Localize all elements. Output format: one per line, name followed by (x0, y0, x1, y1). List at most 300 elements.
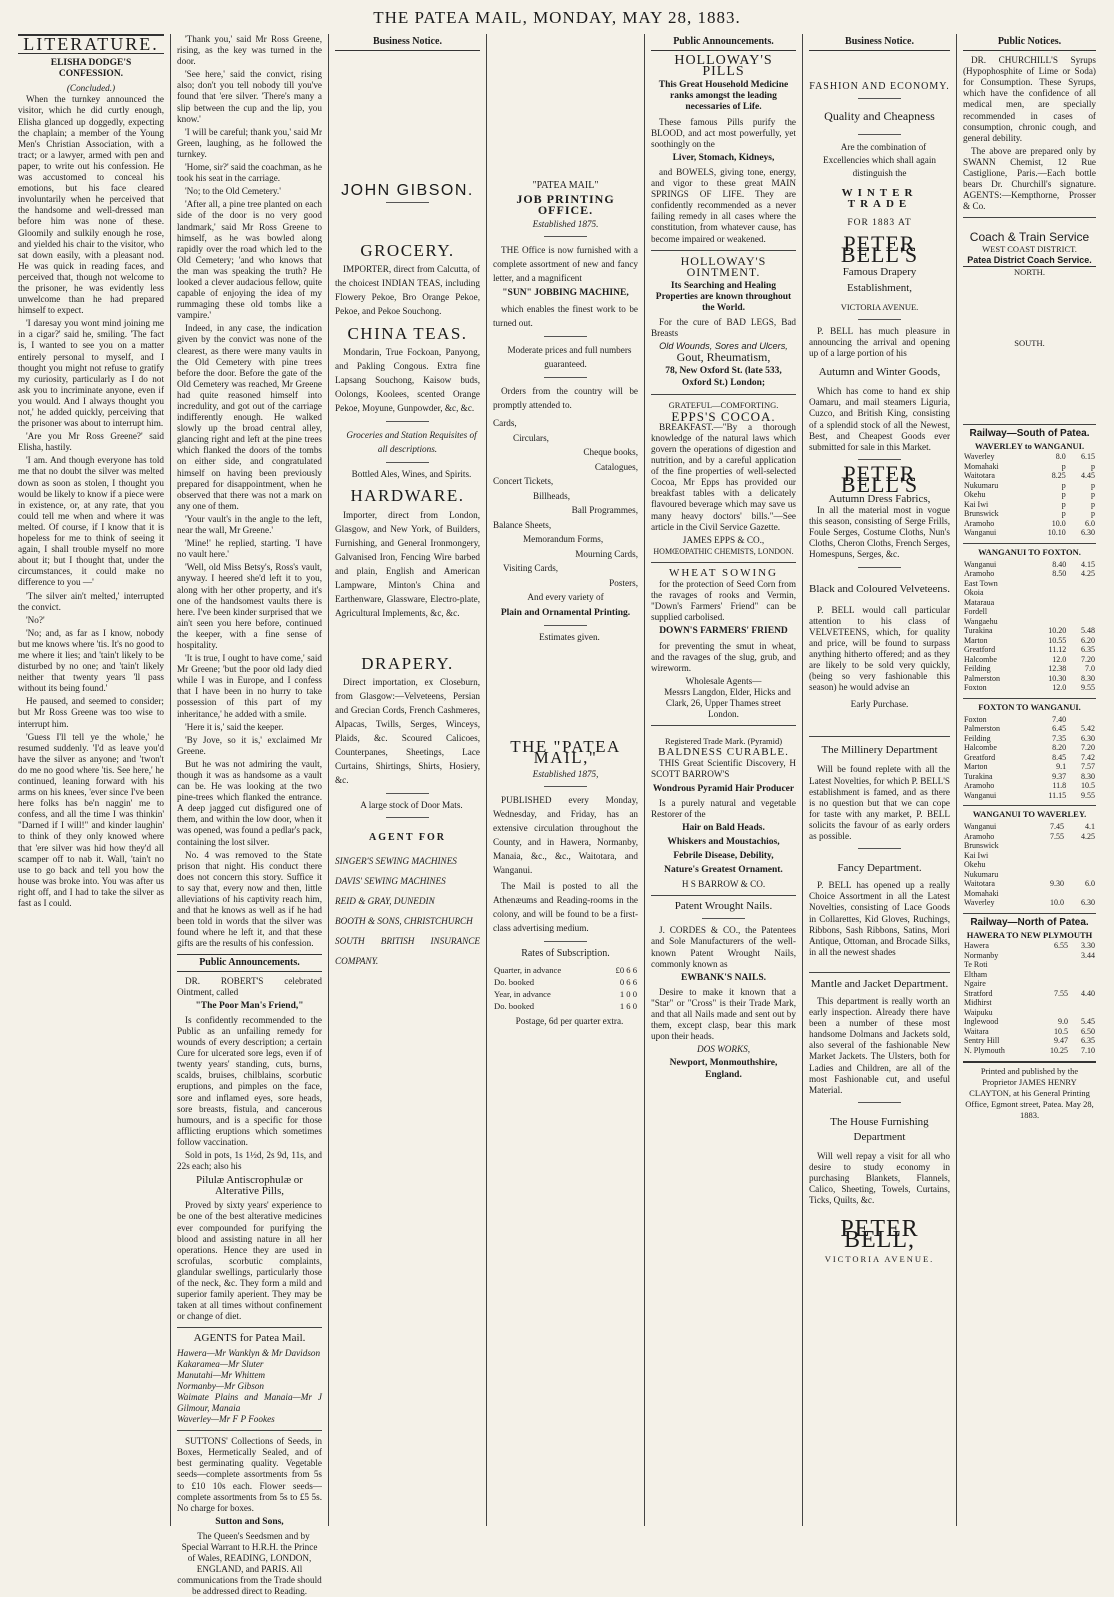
time-am (1035, 1008, 1069, 1018)
fancy-body: P. BELL has opened up a really Choice Assortment in all the Latest Novelties, consisting of Lace Goods in Collarettes, Kid Gloves, Ruchings, Ribbons, Sash Ribbons, Satins, Mori Antique, Ottoman, and Brocade Silks, in all the newest shades (809, 880, 950, 957)
churchill: DR. CHURCHILL'S Syrups (Hypophosphite of Lime or Soda) for Consumption. These Syrups, which have the confidence of all medical men, are specially recommended in cases of consumption, chronic cough, and general debility. (963, 55, 1096, 143)
time-am: 11.12 (1048, 645, 1067, 655)
print-item: Cards, (493, 418, 517, 429)
paper-body: PUBLISHED every Monday, Wednesday, and Friday, has an extensive circulation throughout the County, and in Hawera, Normanby, Manaia, &c., &c., Waitotara, and Wanganui. (493, 795, 638, 876)
time-am: 12.0 (1052, 654, 1067, 664)
station: Mataraua (964, 597, 995, 607)
timetable-row (963, 519, 1096, 529)
time-am (1031, 579, 1067, 589)
time-pm (1067, 588, 1096, 598)
cordes: J. CORDES & CO., the Patentees and Sole Manufacturers of the well-known Patent Wrought Nails, commonly known as (651, 925, 796, 969)
timetable-row (963, 1008, 1096, 1018)
divider (651, 895, 796, 896)
printing-estimates: Estimates given. (539, 632, 600, 643)
time-pm: 4.40 (1081, 988, 1095, 998)
divider (544, 336, 588, 337)
quality: Quality and Cheapness (824, 109, 935, 124)
time-pm: 7.10 (1081, 1045, 1095, 1055)
divider (858, 1102, 900, 1103)
time-am: 10.10 (1047, 528, 1066, 538)
timetable-row (963, 598, 1096, 608)
famous-drapery: Famous Drapery Establishment, (842, 265, 917, 294)
station: Wanganui (964, 559, 997, 569)
rate-row (493, 988, 638, 1000)
time-pm: 3.44 (1081, 950, 1095, 960)
station: Halcombe (964, 654, 997, 664)
agent-line: Normanby—Mr Gibson (177, 1380, 265, 1391)
column-public-notices (956, 34, 1102, 1526)
divider (858, 567, 900, 568)
station: Wanganui (964, 528, 997, 538)
time-am: 9.1 (1056, 762, 1067, 772)
trademark: Registered Trade Mark. (Pyramid) (664, 736, 783, 747)
holloway-ointment: HOLLOWAY'S OINTMENT. (680, 253, 767, 279)
time-am: 10.55 (1048, 635, 1067, 645)
time-pm (1067, 607, 1096, 617)
time-am (1031, 607, 1067, 617)
rate-row (493, 976, 638, 988)
rate-price: 1 6 0 (619, 1000, 637, 1011)
time-pm: p (1091, 509, 1095, 519)
wanganui-foxton: WANGANUI TO FOXTON. (963, 543, 1096, 558)
agency-line: SOUTH BRITISH INSURANCE COMPANY. (335, 935, 480, 966)
station: Fordell (964, 607, 988, 617)
timetable-row (963, 998, 1096, 1008)
time-pm: 6.50 (1081, 1026, 1095, 1036)
winter-trade: WINTER TRADE (841, 187, 918, 211)
timetable-row (963, 791, 1096, 801)
story-paragraph: 'I will be careful; thank you,' said Mr Green, laughing, as he followed the turnkey. (177, 126, 322, 159)
timetable-row (963, 851, 1096, 861)
station: Brunswick (964, 841, 999, 851)
column-peter-bell (802, 34, 956, 1526)
divider (386, 817, 430, 818)
time-pm: 6.0 (1085, 518, 1095, 528)
time-am: 8.45 (1052, 752, 1067, 762)
millinery-body: Will be found replete with all the Latest Novelties, for which P. BELL'S establishment is famed, and as there is no question but that we can cope for taste with any market, P. BELL solicits the favour of as early orders as possible. (809, 764, 950, 842)
story-paragraph: 'I am. And though everyone has told me that no doubt the silver was melted down as soon as stolen, I thought you would be likely to know if a piece were in existence, or, at any rate, that you could tell me when and where it was melted. Of course, if I know that it is hopeless for me to think of seeing it again, I shall trouble myself no more about it; but I thought that, under the circumstances, it could make no difference to you —' (18, 455, 164, 588)
station: Te Roti (964, 960, 988, 970)
divider (651, 250, 796, 251)
agency-line: BOOTH & SONS, CHRISTCHURCH (335, 915, 473, 926)
time-am (1034, 841, 1065, 851)
divider (651, 394, 796, 395)
section-header-literature: LITERATURE. (18, 34, 164, 54)
divider (858, 848, 900, 849)
timetable-row (963, 941, 1096, 951)
timetable-row (963, 753, 1096, 763)
house-body: Will well repay a visit for all who desire to study economy in purchasing Blankets, Flannels, Calico, Sheeting, Towels, Curtains, Ticks, Quilts, &c. (809, 1150, 950, 1206)
heading-china-teas: CHINA TEAS. (347, 324, 468, 344)
timetable-row (963, 636, 1096, 646)
agency-line: DAVIS' SEWING MACHINES (335, 875, 446, 886)
bell-body: P. BELL has much pleasure in announcing the arrival and opening up of a large portion of his (809, 325, 950, 359)
story-paragraph: 'Well, old Miss Betsy's, Ross's vault, anyway. I heered she'd left it to you, along with her other property, and it's one of the handsomest vaults there is here. I've been kinder surprised that we ain't seen you here before, continued the keeper, with a fine sense of hospitality. (177, 562, 322, 650)
timetable-row (963, 500, 1096, 510)
station: Brunswick (964, 509, 999, 519)
station: Stratford (964, 988, 993, 998)
timetable-row (963, 781, 1096, 791)
timetable-row (963, 588, 1096, 598)
time-am: 11.8 (1052, 781, 1067, 791)
timetable-row (963, 822, 1096, 832)
time-am (1035, 960, 1069, 970)
story-paragraph: 'By Jove, so it is,' exclaimed Mr Greene. (177, 734, 322, 756)
peter-bell-2: PETER BELL'S (840, 460, 919, 497)
station: Okoia (964, 588, 984, 598)
print-item: Posters, (609, 577, 638, 588)
dos-works: DOS WORKS, (696, 1044, 751, 1055)
station: Feilding (964, 733, 991, 743)
station: Halcombe (964, 743, 997, 753)
heading-hardware: HARDWARE. (350, 486, 465, 506)
time-pm: 4.15 (1081, 559, 1095, 569)
drapery-body: Direct importation, ex Closeburn, from Glasgow:—Velveteens, Persian and Grecian Cords, French Cashmeres, Alpacas, Twills, Serges, Winceys, Plaids, &c. Scoured Calicoes, Counterpanes, Sheetings, Lace Curtains, Shirtings, Shirts, Hosiery, &c. (335, 676, 480, 785)
ad-ointment-title: "The Poor Man's Friend," (195, 1000, 304, 1011)
section-header-notices: Public Notices. (963, 34, 1096, 51)
pills-body: These famous Pills purify the BLOOD, and act most powerfully, yet soothingly on the (651, 116, 796, 149)
station: Aramoho (964, 781, 995, 791)
rail-south: Railway—South of Patea. (963, 424, 1096, 439)
station: Foxton (964, 683, 987, 693)
patent-nails: Patent Wrought Nails. (674, 900, 773, 913)
holloway-address: 78, New Oxford St. (late 533, Oxford St.) London; (665, 366, 782, 388)
time-pm (1067, 715, 1096, 725)
time-pm: p (1091, 480, 1095, 490)
churchill-2: The above are prepared only by SWANN Chemist, 12 Rue Castiglione, Paris.—Each bottle bears Dr. Churchill's signature. AGENTS:—Kempthorne, Prosser & Co. (963, 145, 1096, 212)
time-am: 8.0 (1055, 452, 1066, 462)
story-paragraph: Indeed, in any case, the indication given by the convict was none of the clearest, as there were many vaults in the Old Cemetery with pine trees before the door. Before the gate of the Old Cemetery was reached, Mr Greene had quite reasoned himself into incredulity, and got out of the carriage indifferently enough. He walked slowly up the broad central alley, glancing right and left at the pine trees which flanked the doors of the tombs on either side, and congratulated himself on having been previously prepared for disappointment, when he observed that there was not a mark on any one of them. (177, 323, 322, 511)
time-pm: 7.0 (1085, 664, 1095, 674)
section-header-business: Business Notice. (335, 34, 480, 51)
time-pm: 10.5 (1081, 781, 1095, 791)
bald-nature: Nature's Greatest Ornament. (664, 865, 783, 876)
story-paragraph: 'It is true, I ought to have come,' said Mr Greene; 'but the poor old lady died while I was in Europe, and I confess that I have been in no hurry to take possession of this part of my inheritance,' he added with a smile. (177, 653, 322, 719)
station: Okehu (964, 490, 986, 500)
foxton-wanganui: FOXTON TO WANGANUI. (963, 698, 1096, 713)
divider (544, 625, 588, 626)
timetable-row (963, 970, 1096, 980)
wheat-body: for the protection of Seed Corn from the ravages of rooks and Vermin, "Down's Farmers' Friend" can be supplied carbolised. (651, 579, 796, 623)
rail-north: Railway—North of Patea. (963, 913, 1096, 928)
time-pm (1067, 598, 1096, 608)
velveteens-body: P. BELL would call particular attention to his class of VELVETEENS, which, for quality and price, will be found to surpass anything hitherto offered; and as they are likely to be sold very quickly, (being so very fashionable this season) he would advise an (809, 604, 950, 693)
rate-price: 0 6 6 (619, 976, 637, 987)
time-pm: 9.55 (1081, 683, 1095, 693)
ointment-wounds: Old Wounds, Sores and Ulcers, (659, 341, 788, 352)
station: Waitotara (964, 879, 995, 889)
bald-hair: Hair on Bald Heads. (682, 822, 765, 833)
station: Waverley (964, 452, 995, 462)
timetable-foxton-wanganui (963, 715, 1096, 801)
timetable-row (963, 772, 1096, 782)
time-am: 8.40 (1052, 559, 1067, 569)
station: Kai Iwi (964, 850, 989, 860)
time-am (1031, 598, 1067, 608)
station: Inglewood (964, 1017, 999, 1027)
time-pm (1065, 870, 1096, 880)
west-coast: WEST COAST DISTRICT. (982, 243, 1077, 254)
baldness: BALDNESS CURABLE. (658, 746, 789, 759)
rate-period: Year, in advance (494, 988, 551, 999)
divider (651, 725, 796, 726)
rate-row (493, 1000, 638, 1012)
gout: Gout, Rheumatism, (676, 350, 771, 365)
divider (177, 1327, 322, 1328)
time-am: 8.20 (1052, 743, 1067, 753)
timetable-hawera-new-plymouth (963, 941, 1096, 1055)
printing-quote: "PATEA MAIL" (532, 180, 599, 191)
printing-plain: Plain and Ornamental Printing. (500, 607, 631, 618)
wholesale: Wholesale Agents— (685, 675, 762, 686)
time-pm (1065, 851, 1096, 861)
time-pm: 6.30 (1081, 528, 1095, 538)
time-pm: 8.30 (1081, 771, 1095, 781)
print-item: Ball Programmes, (571, 505, 638, 516)
heading-grocery: GROCERY. (360, 241, 455, 261)
timetable-wanganui-waverley (963, 822, 1096, 908)
station: N. Plymouth (964, 1045, 1005, 1055)
agent-line: Kakaramea—Mr Sluter (177, 1358, 264, 1369)
bald-whiskers: Whiskers and Moustachios, (667, 836, 780, 847)
autumn-body: Which has come to hand ex ship Oamaru, and mail steamers Liguria, Cuzco, and British King, consisting of a splendid stock of all the Newest, Best, and Cheapest Goods ever submitted for sale in this Market. (809, 386, 950, 452)
divider (858, 134, 900, 135)
divider (651, 562, 796, 563)
waverley-wanganui: WAVERLEY to WANGANUI. (974, 440, 1085, 451)
peter-bell-3: PETER BELL, (840, 1216, 919, 1254)
timetable-row (963, 734, 1096, 744)
print-item: Mourning Cards, (575, 548, 638, 559)
time-am (1034, 889, 1065, 899)
station: East Town (964, 578, 998, 588)
station: Kai Iwi (964, 499, 989, 509)
time-am (1034, 870, 1065, 880)
printing-title: JOB PRINTING OFFICE. (516, 192, 615, 218)
divider (858, 98, 900, 99)
story-paragraph: 'No; and, as far as I know, nobody but me knows where 'tis. It's no good to me where it lies; and 'tain't likely to be disturbed by no one; and 'tain't likely neither that twenty years 'll pass without its being found.' (18, 627, 164, 694)
station: Aramoho (964, 518, 995, 528)
dress-fabrics: Autumn Dress Fabrics, (828, 492, 931, 505)
time-pm (1069, 960, 1096, 970)
ad-ointment-lead: DR. ROBERT'S celebrated Ointment, called (177, 975, 322, 997)
story-paragraph: But he was not admiring the vault, though it was as handsome as a vault can be. He was looking at the two pine-trees which flanked the entrance. A deep jagged cut disfigured one of them, and within the low door, when it was opened, was found a pedlar's pack, containing the lost silver. (177, 758, 322, 847)
bald-febrile: Febrile Disease, Debility, (673, 851, 774, 861)
time-am: p (1061, 461, 1066, 471)
timetable-row (963, 879, 1096, 889)
timetable-row (963, 715, 1096, 725)
story-paragraph: 'Mine!' he replied, starting. 'I have no vault here.' (177, 538, 322, 560)
divider (386, 421, 430, 422)
timetable-row (963, 1017, 1096, 1027)
year: FOR 1883 AT (847, 218, 912, 229)
timetable-row (963, 870, 1096, 880)
time-pm: p (1091, 499, 1095, 509)
epps-firm-2: HOMŒOPATHIC CHEMISTS, LONDON. (653, 546, 794, 556)
story-paragraph: 'Home, sir?' said the coachman, as he took his seat in the carriage. (177, 162, 322, 184)
time-pm (1069, 998, 1096, 1008)
time-am: 9.37 (1052, 771, 1067, 781)
time-pm: 5.48 (1081, 626, 1095, 636)
liver-body: and BOWELS, giving tone, energy, and vigor to these great MAIN SPRINGS OF LIFE. They are confidently recommended as a never failing remedy in all cases where the constitution, from whatever cause, has become impaired or weakened. (651, 166, 796, 244)
time-am: 6.55 (1054, 941, 1069, 951)
divider (177, 1430, 322, 1431)
time-am: 9.30 (1050, 879, 1064, 889)
timetable-row (963, 471, 1096, 481)
heading-drapery: DRAPERY. (361, 653, 454, 673)
agent-line: Hawera—Mr Wanklyn & Mr Davidson (177, 1347, 321, 1358)
station: Greatford (964, 645, 996, 655)
time-am: 7.45 (1050, 822, 1064, 832)
station: Waipuku (964, 1007, 993, 1017)
divider (544, 236, 588, 237)
timetable-row (963, 724, 1096, 734)
station: Palmerston (964, 724, 1000, 734)
print-item: Concert Tickets, (493, 476, 554, 487)
time-pm: 4.45 (1081, 471, 1095, 481)
house-furnishing: The House Furnishing Department (830, 1115, 929, 1143)
timetable-row (963, 509, 1096, 519)
bottled-line: Bottled Ales, Wines, and Spirits. (351, 469, 472, 480)
column-public-announcements (644, 34, 802, 1526)
station: Aramoho (964, 569, 995, 579)
time-pm (1069, 970, 1096, 980)
station: Palmerston (964, 673, 1000, 683)
time-pm (1065, 841, 1096, 851)
timetable-row (963, 664, 1096, 674)
newport: Newport, Monmouthshire, England. (669, 1058, 778, 1080)
rates-postage: Postage, 6d per quarter extra. (515, 1015, 624, 1026)
agent-line: Waverley—Mr F P Fookes (177, 1414, 275, 1425)
north: NORTH. (1014, 266, 1045, 277)
divider (963, 217, 1096, 218)
ewbank: EWBANK'S NAILS. (681, 972, 766, 983)
bald-body: THIS Great Scientific Discovery, H SCOTT BARROW'S (651, 758, 796, 780)
section-header-business-2: Business Notice. (809, 34, 950, 51)
china-body: Mondarin, True Fockoan, Panyong, and Pakling Congous. Extra fine Lapsang Souchong, Kaisow buds, Oolongs, Koolees, scented Orange Pekoe, Moyune, Gunpowder, &c, &c. (335, 347, 480, 414)
section-header-public-2: Public Announcements. (651, 34, 796, 51)
timetable-row (963, 889, 1096, 899)
mantle-body: This department is really worth an early inspection. Already there have been a number of these most handsome Dolmans and Jackets sold, also several of the fashionable New Market Jackets. The Ulsters, both for Ladies and Children, are all of the most Fashionable cut, and useful Material. (809, 995, 950, 1095)
station: Normanby (964, 950, 999, 960)
masthead: THE PATEA MAIL, MONDAY, MAY 28, 1883. (373, 8, 741, 27)
story-paragraph: 'After all, a pine tree planted on each side of the door is no very good landmark,' said Mr Ross Greene to himself, as he was bowled along rapidly over the road which led to the Old Cemetery; 'and who knows that the man was speaking the truth? He looked a clever audacious fellow, quite capable of enjoying the idea of my rummaging these old tombs like a vampire.' (177, 199, 322, 321)
story-paragraph: 'Guess I'll tell ye the whole,' he resumed suddenly. 'I'd as leave you'd have the silver as anyone; and 'twon't do me no good where 'tis. See here,' he continued, leaning forward with his arms on his knees, 'ever since I've been here folks has be'n naggin' me to confess, and all the time I was thinkin' "Darned if I will!" and kinder laughin' to think of they only knowed where that 'ere silver was hid how they'd all scamper off to nab it. Wall, 'tain't no use to go back and tell you how the house was broke into. You was after us right off, and I had to take the silver as fast as I could. (18, 731, 164, 909)
agents-title: AGENTS for Patea Mail. (193, 1332, 306, 1345)
print-item: Billheads, (533, 490, 571, 501)
agency-line: SINGER'S SEWING MACHINES (335, 855, 457, 866)
divider (858, 459, 900, 460)
pills-sub: This Great Household Medicine ranks amongst the leading necessaries of Life. (658, 80, 789, 113)
ad-seeds-body: SUTTONS' Collections of Seeds, in Boxes, Hermetically Sealed, and of best germinating quality. Vegetable seeds—complete assortments from 5s to £10 10s each. Flower seeds—complete assortments from 5s to £5 5s. No charge for boxes. (177, 1436, 322, 1513)
rate-period: Do. booked (494, 1000, 535, 1011)
story-paragraph: 'Are you Mr Ross Greene?' said Elisha, hastily. (18, 431, 164, 453)
time-pm: 4.25 (1081, 831, 1095, 841)
divider (386, 462, 430, 463)
printing-items (493, 416, 638, 605)
combination: Are the combination of Excellencies which shall again distinguish the (822, 142, 936, 179)
timetable-row (963, 841, 1096, 851)
print-item: Circulars, (513, 432, 549, 443)
ad-ointment-price: Sold in pots, 1s 1½d, 2s 9d, 11s, and 22s each; also his (177, 1150, 322, 1172)
timetable-row (963, 1036, 1096, 1046)
paper-title: THE "PATEA MAIL," (510, 737, 621, 768)
timetable-row (963, 607, 1096, 617)
print-item: Catalogues, (594, 461, 638, 472)
divider (544, 377, 588, 378)
station: Ngaire (964, 979, 986, 989)
timetable-row (963, 674, 1096, 684)
coach-train: Coach & Train Service (969, 230, 1090, 245)
autumn-winter: Autumn and Winter Goods, (818, 366, 941, 379)
printing-intro: THE Office is now furnished with a complete assortment of new and fancy letter, and a magnificent (493, 245, 638, 284)
station: Aramoho (964, 831, 995, 841)
story-paragraph: No. 4 was removed to the State prison that night. His conduct there does not concern this story. Suffice it to say that, every now and then, little alleviations of his captivity reach him, and that he knows as well as if he had been told in words that the silver was found where he left it, and that these gifts are the results of his confession. (177, 849, 322, 949)
station: Foxton (964, 714, 987, 724)
printing-machine: "SUN" JOBBING MACHINE, (502, 288, 629, 299)
time-am: 11.15 (1048, 790, 1067, 800)
print-item: Visiting Cards, (503, 563, 559, 574)
timetable-row (963, 951, 1096, 961)
timetable-row (963, 1027, 1096, 1037)
time-pm: 6.30 (1081, 898, 1095, 908)
time-pm: 6.35 (1081, 645, 1095, 655)
agent-line: Manutahi—Mr Whittem (177, 1369, 266, 1380)
timetable-row (963, 452, 1096, 462)
divider (702, 918, 746, 919)
divider (386, 793, 430, 794)
time-pm: 5.42 (1081, 724, 1095, 734)
story-paragraph: 'See here,' said the convict, rising also; don't you tell nobody till you've found that 'ere silver. 'There's many a slip between the cup and the lip, you know.' (177, 69, 322, 124)
station: Eltham (964, 969, 988, 979)
print-item: And every variety of (527, 592, 604, 603)
station: Wanganui (964, 790, 997, 800)
station: Hawera (964, 941, 989, 951)
time-pm: 4.25 (1081, 569, 1095, 579)
divider (809, 736, 950, 737)
ad-pills-body: Proved by sixty years' experience to be one of the best alterative medicines ever compounded for purifying the blood and assisting nature in all her operations. Hence they are used in scrofulas, scorbutic complaints, glandular swellings, particularly those of the neck, &c. They form a mild and superior family aperient. They may be taken at all times without confinement or change of diet. (177, 1200, 322, 1322)
ad-pills-title: Pilulæ Antiscrophulæ or Alterative Pills, (196, 1174, 303, 1198)
time-am: 10.20 (1048, 626, 1067, 636)
millinery: The Millinery Department (821, 744, 938, 757)
victoria-avenue-2: VICTORIA AVENUE. (824, 1254, 935, 1265)
time-am (1035, 998, 1069, 1008)
story-paragraph: 'Thank you,' said Mr Ross Greene, rising, as the key was turned in the door. (177, 34, 322, 67)
timetable-row (963, 1046, 1096, 1056)
rate-price: £0 6 6 (615, 964, 637, 975)
victoria-avenue: VICTORIA AVENUE. (840, 301, 919, 312)
time-am: 10.5 (1054, 1026, 1069, 1036)
epps-body: BREAKFAST.—"By a thorough knowledge of the natural laws which govern the operations of digestion and nutrition, and by a careful application of the fine properties of well-selected Cocoa, Mr Epps has provided our breakfast tables with a delicately flavoured beverage which may save us many heavy doctors' bills."—See article in the Civil Service Gazette. (651, 421, 796, 532)
timetable-waverley-wanganui (963, 452, 1096, 538)
time-am: 10.0 (1051, 518, 1066, 528)
epps-cocoa: EPPS'S COCOA. (671, 408, 776, 424)
time-am (1031, 588, 1067, 598)
story-paragraph: 'Here it is,' said the keeper. (185, 721, 284, 732)
printing-prices: Moderate prices and full numbers guaranteed. (507, 345, 632, 370)
time-am: 7.55 (1054, 988, 1069, 998)
timetable-row (963, 960, 1096, 970)
timetable-row (963, 579, 1096, 589)
groceries-line: Groceries and Station Requisites of all descriptions. (346, 430, 477, 455)
hawera-new-plymouth: HAWERA TO NEW PLYMOUTH (966, 929, 1093, 940)
velveteens: Black and Coloured Velveteens. (809, 582, 950, 595)
ad-seeds-firm: Sutton and Sons, (215, 1516, 284, 1527)
grocery-body: IMPORTER, direct from Calcutta, of the choicest INDIAN TEAS, including Flowery Pekoe, Bro Orange Pekoe, Pekoe, and Pekoe Souchong. (335, 264, 480, 317)
timetable-row (963, 490, 1096, 500)
divider (858, 319, 900, 320)
rates-table (493, 964, 638, 1012)
time-pm (1065, 889, 1096, 899)
